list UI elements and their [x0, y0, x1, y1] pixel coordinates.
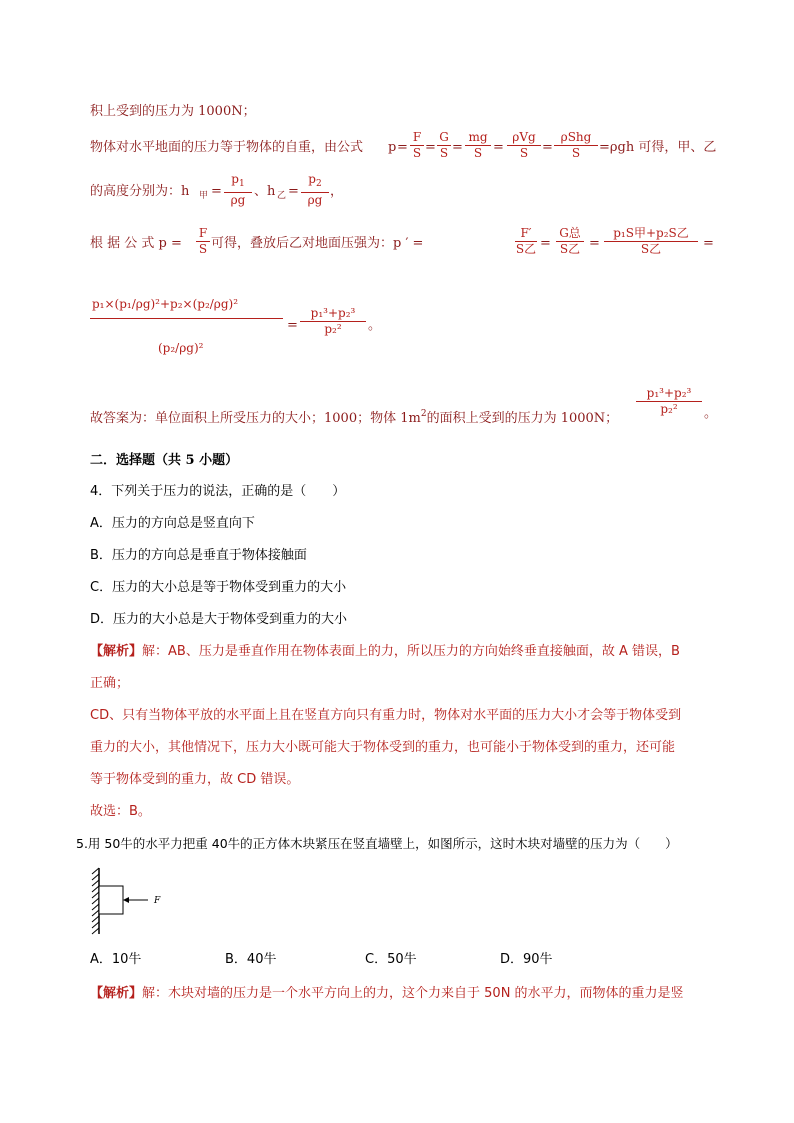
eq5-fraction-bar — [90, 318, 283, 319]
frac-rhoShg-over-S: ρShg S — [554, 130, 598, 161]
frac-Fprime-over-Syi: F′ S乙 — [515, 226, 537, 256]
frac-big-over-Syi: p₁S甲+p₂S乙 S乙 — [604, 226, 698, 257]
frac-G-over-S: $\frac{G}{S}$ — [437, 130, 451, 161]
formula-eq-5: = — [542, 140, 553, 155]
force-arrow-head — [123, 897, 129, 903]
q5-option-d[interactable]: D．90牛 — [500, 952, 553, 967]
q4-answer: 故选：B。 — [90, 804, 151, 819]
answer-line-1: 积上受到的压力为 1000N； — [90, 104, 256, 119]
q4-option-b[interactable]: B．压力的方向总是垂直于物体接触面 — [90, 548, 307, 563]
section-title: 二．选择题（共 5 小题） — [90, 453, 239, 468]
formula-eq: = — [397, 140, 408, 155]
q5-analysis-1: 【解析】解：木块对墙的压力是一个水平方向上的力，这个力来自于 50N 的水平力，而物体的重力是竖 — [90, 986, 684, 1001]
q4-stem: 4．下列关于压力的说法，正确的是（ ） — [90, 484, 346, 499]
eq5-eq: = — [287, 318, 298, 333]
sub-jia: 甲 — [199, 191, 209, 201]
force-label: F — [154, 896, 161, 906]
answer-line-2-text: 物体对水平地面的压力等于物体的自重，由公式 — [90, 140, 364, 155]
wall-hatching — [92, 868, 99, 934]
eq5-denominator: (p₂/ρg)² — [158, 341, 204, 355]
formula-eq-2: = — [425, 140, 436, 155]
q4-option-c[interactable]: C．压力的大小总是等于物体受到重力的大小 — [90, 580, 347, 595]
eq5-result: $\frac{\text{p₁³+p₂³}}{\text{p₂²}}$ — [300, 306, 366, 337]
q5-option-c[interactable]: C．50牛 — [365, 952, 417, 967]
sep-h-yi: 、h — [254, 184, 276, 199]
q5-option-a[interactable]: A．10牛 — [90, 952, 142, 967]
block-square — [99, 886, 123, 914]
q4-analysis-2: 正确； — [90, 676, 130, 691]
period-l5: 。 — [368, 318, 382, 333]
eq-l4-2: = — [589, 236, 600, 251]
q4-option-a[interactable]: A．压力的方向总是竖直向下 — [90, 516, 255, 531]
answer-line-4-text: 根 据 公 式 p = — [90, 236, 182, 251]
answer-line-4-mid: 可得，叠放后乙对地面压强为：p ′ = — [211, 236, 424, 251]
final-answer-fraction: $\frac{\text{p₁³+p₂³}}{\text{p₂²}}$ — [636, 386, 702, 417]
q4-analysis-1: 【解析】解：AB、压力是垂直作用在物体表面上的力，所以压力的方向始终垂直接触面，故 A 错误，B — [90, 644, 680, 659]
q4-analysis-3: CD、只有当物体平放的水平面上且在竖直方向只有重力时，物体对水平面的压力大小才会等于物体受到 — [90, 708, 682, 723]
q5-figure — [90, 864, 170, 936]
answer-line-2-end: =ρgh 可得，甲、乙 — [599, 140, 717, 155]
frac-F-over-S: $\frac{F}{S}$ — [410, 130, 424, 161]
frac-Gzong-over-Syi: G总 S乙 — [556, 226, 584, 257]
eq-h-yi: = — [288, 184, 299, 199]
formula-p: p — [388, 140, 397, 155]
final-period: 。 — [704, 406, 718, 421]
sub-yi: 乙 — [277, 191, 287, 201]
frac-mg-over-S: $\frac{mg}{S}$ — [465, 130, 491, 161]
frac-rhoVg-over-S: ρVg S — [507, 130, 541, 161]
q4-analysis-5: 等于物体受到的重力，故 CD 错误。 — [90, 772, 300, 787]
q4-option-d[interactable]: D．压力的大小总是大于物体受到重力的大小 — [90, 612, 348, 627]
eq-l4-1: = — [540, 236, 551, 251]
q5-stem: 5.用 50牛的水平力把重 40牛的正方体木块紧压在竖直墙壁上，如图所示，这时木块对墙壁的压力为（ ） — [76, 836, 678, 851]
comma-l3: ， — [330, 184, 344, 199]
eq-h-jia: = — [211, 184, 222, 199]
formula-eq-4: = — [493, 140, 504, 155]
q5-option-b[interactable]: B．40牛 — [225, 952, 277, 967]
answer-line-3-text: 的高度分别为：h — [90, 184, 190, 199]
eq-l4-3: = — [703, 236, 714, 251]
formula-eq-3: = — [452, 140, 463, 155]
q4-analysis-4: 重力的大小，其他情况下，压力大小既可能大于物体受到的重力，也可能小于物体受到的重力，还可能 — [90, 740, 676, 755]
frac-p1-over-rhog: $\frac{p_1}{\rho g}$ — [224, 172, 252, 208]
final-answer-text: 故答案为：单位面积上所受压力的大小；1000；物体 $1m^2$的面积上受到的压力为 1000N； — [90, 409, 619, 426]
eq5-numerator: p₁×(p₁/ρg)²+p₂×(p₂/ρg)² — [92, 297, 239, 311]
frac-p2-over-rhog: $\frac{p_2}{\rho g}$ — [301, 172, 329, 208]
frac-F-over-S-2: $\frac{F}{S}$ — [196, 226, 210, 257]
